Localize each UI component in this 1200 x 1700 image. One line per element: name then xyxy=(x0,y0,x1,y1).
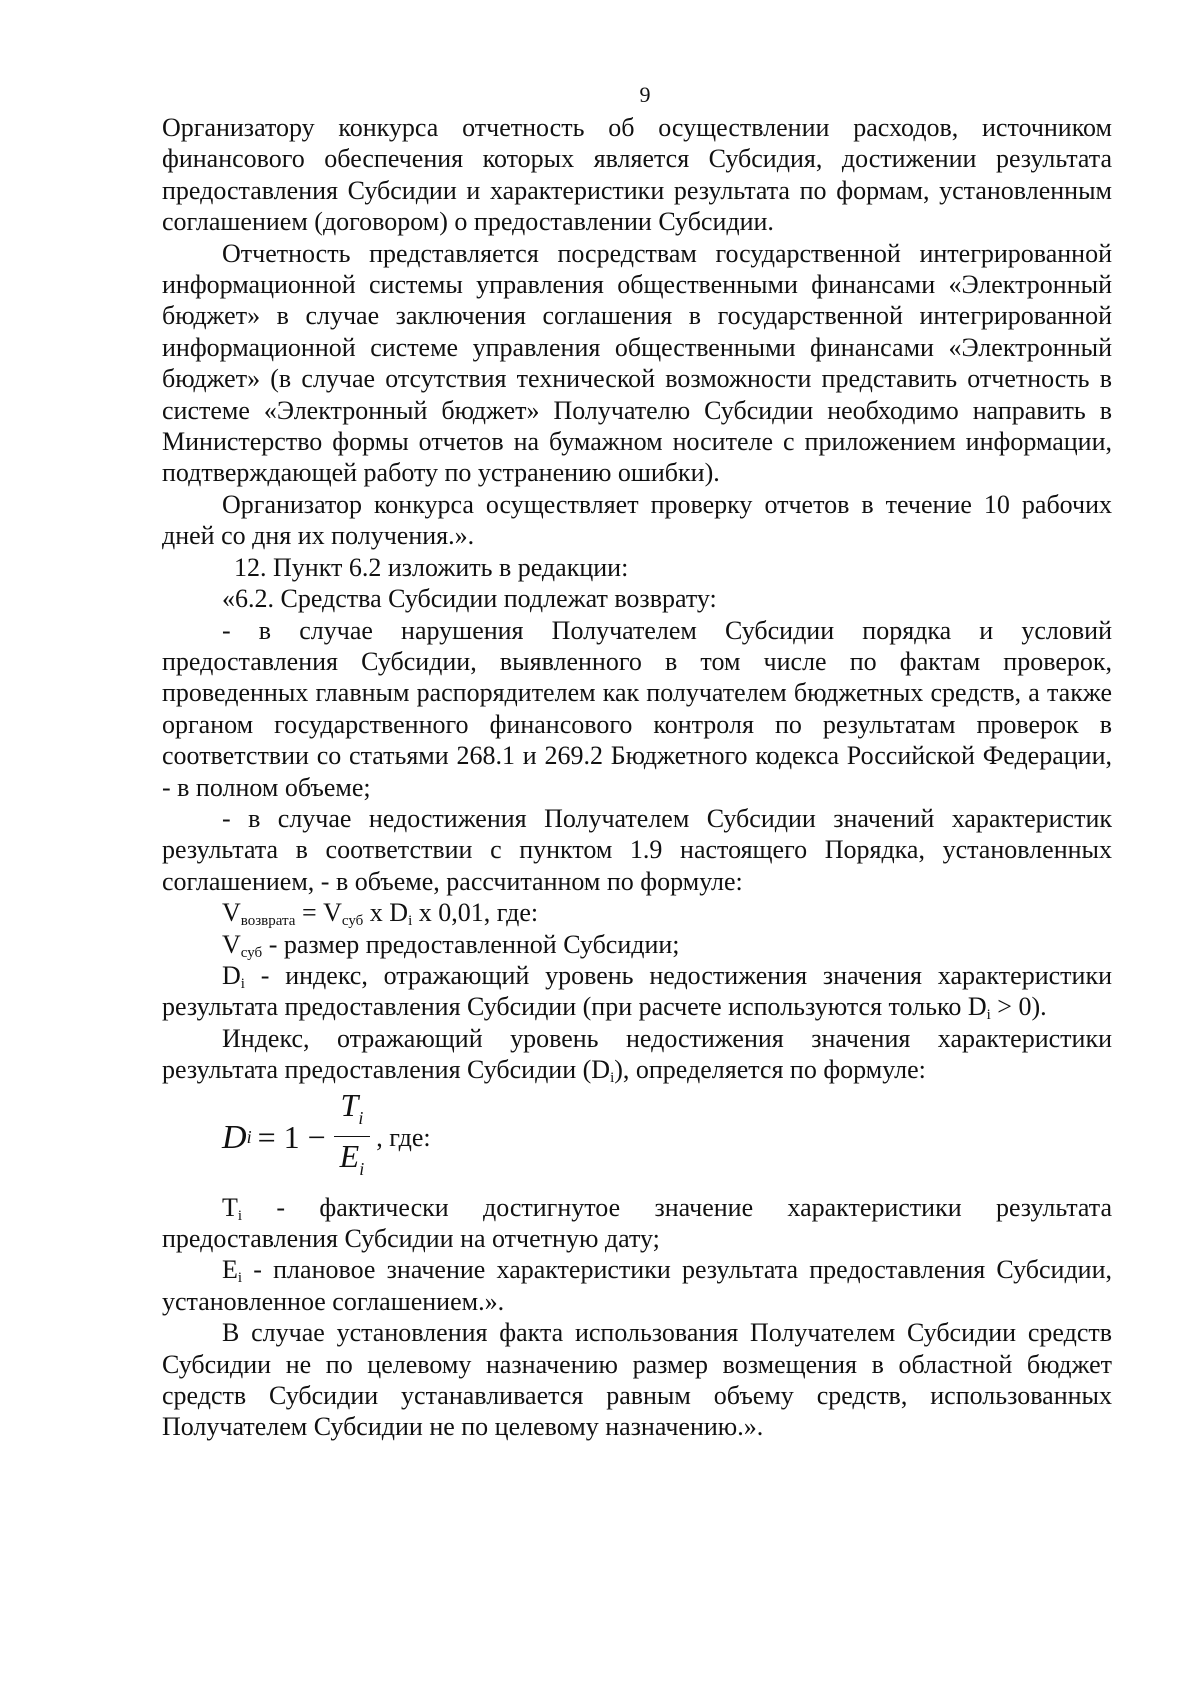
paragraph-check-reports: Организатор конкурса осуществляет проверку отчетов в течение 10 рабочих дней со дня их получения.». xyxy=(162,489,1112,551)
paragraph-index-formula: Индекс, отражающий уровень недостижения значения характеристики результата предоставления Субсидии $(D_i)$, определяется по формуле: xyxy=(162,1023,1112,1087)
paragraph-reporting-system: Отчетность представляется посредствам государственной интегрированной информационной системы управления общественными финансами «Электронный бюджет» в случае заключения соглашения в государственной интегрированной информационной системе управления общественными финансами «Электронный бюджет» (в случае отсутствия технической возможности представить отчетность в системе «Электронный бюджет» Получателю Субсидии необходимо направить в Министерство формы отчетов на бумажном носителе с приложением информации, подтверждающей работу по устранению ошибки). xyxy=(162,238,1112,488)
paragraph-item-12: 12. Пункт 6.2 изложить в редакции: xyxy=(234,552,629,582)
formula-di-where: , где: xyxy=(376,1122,431,1152)
formula-di-lhs: D xyxy=(222,1118,247,1156)
definition-ei: $E_i$ - плановое значение характеристики результата предоставления Субсидии, установленное соглашением.». xyxy=(162,1255,1112,1316)
definition-vsub: $V_{суб}$ - размер предоставленной Субсидии; xyxy=(222,929,680,961)
formula-di-numerator: $T_i$ xyxy=(340,1087,364,1129)
paragraph-misuse-case: В случае установления факта использования Получателем Субсидии средств Субсидии не по целевому назначению размер возмещения в областной бюджет средств Субсидии устанавливается равным объему средств, использованных Получателем Субсидии не по целевому назначению.». xyxy=(162,1318,1112,1442)
definition-di: $D_i$ - индекс, отражающий уровень недостижения значения характеристики результата предоставления Субсидии (при расчете используются только $D_i > 0$). xyxy=(162,960,1112,1024)
formula-di-fraction xyxy=(334,1087,371,1188)
paragraph-reporting-intro: Организатору конкурса отчетность об осуществлении расходов, источником финансового обеспечения которых является Субсидия, достижении результата предоставления Субсидии и характеристики результата по формам, установленным соглашением (договором) о предоставлении Субсидии. xyxy=(162,113,1112,237)
formula-di-lhs-sub: i xyxy=(246,1127,252,1148)
formula-di xyxy=(222,1087,1112,1186)
paragraph-non-achievement-case: - в случае недостижения Получателем Субсидии значений характеристик результата в соответствии с пунктом 1.9 настоящего Порядка, установленных соглашением, - в объеме, рассчитанном по формуле: xyxy=(162,803,1112,896)
page-number: 9 xyxy=(639,82,651,107)
definition-ti: $T_i$ - фактически достигнутое значение характеристики результата предоставления Субсидии на отчетную дату; xyxy=(162,1192,1112,1253)
formula-refund: $V_{возврата} = V_{суб}$ x $D_i$ x 0,01, где: xyxy=(222,898,539,930)
formula-di-equals: = 1 − xyxy=(257,1119,326,1156)
document-body xyxy=(162,112,1112,1443)
paragraph-item-6-2: «6.2. Средства Субсидии подлежат возврату: xyxy=(222,584,717,614)
formula-di-denominator: $E_i$ xyxy=(339,1138,365,1180)
paragraph-violation-case: - в случае нарушения Получателем Субсидии порядка и условий предоставления Субсидии, выявленного в том числе по фактам проверок, проведенных главным распорядителем как получателем бюджетных средств, а также органом государственного финансового контроля по результатам проверок в соответствии со статьями 268.1 и 269.2 Бюджетного кодекса Российской Федерации, - в полном объеме; xyxy=(162,615,1112,802)
